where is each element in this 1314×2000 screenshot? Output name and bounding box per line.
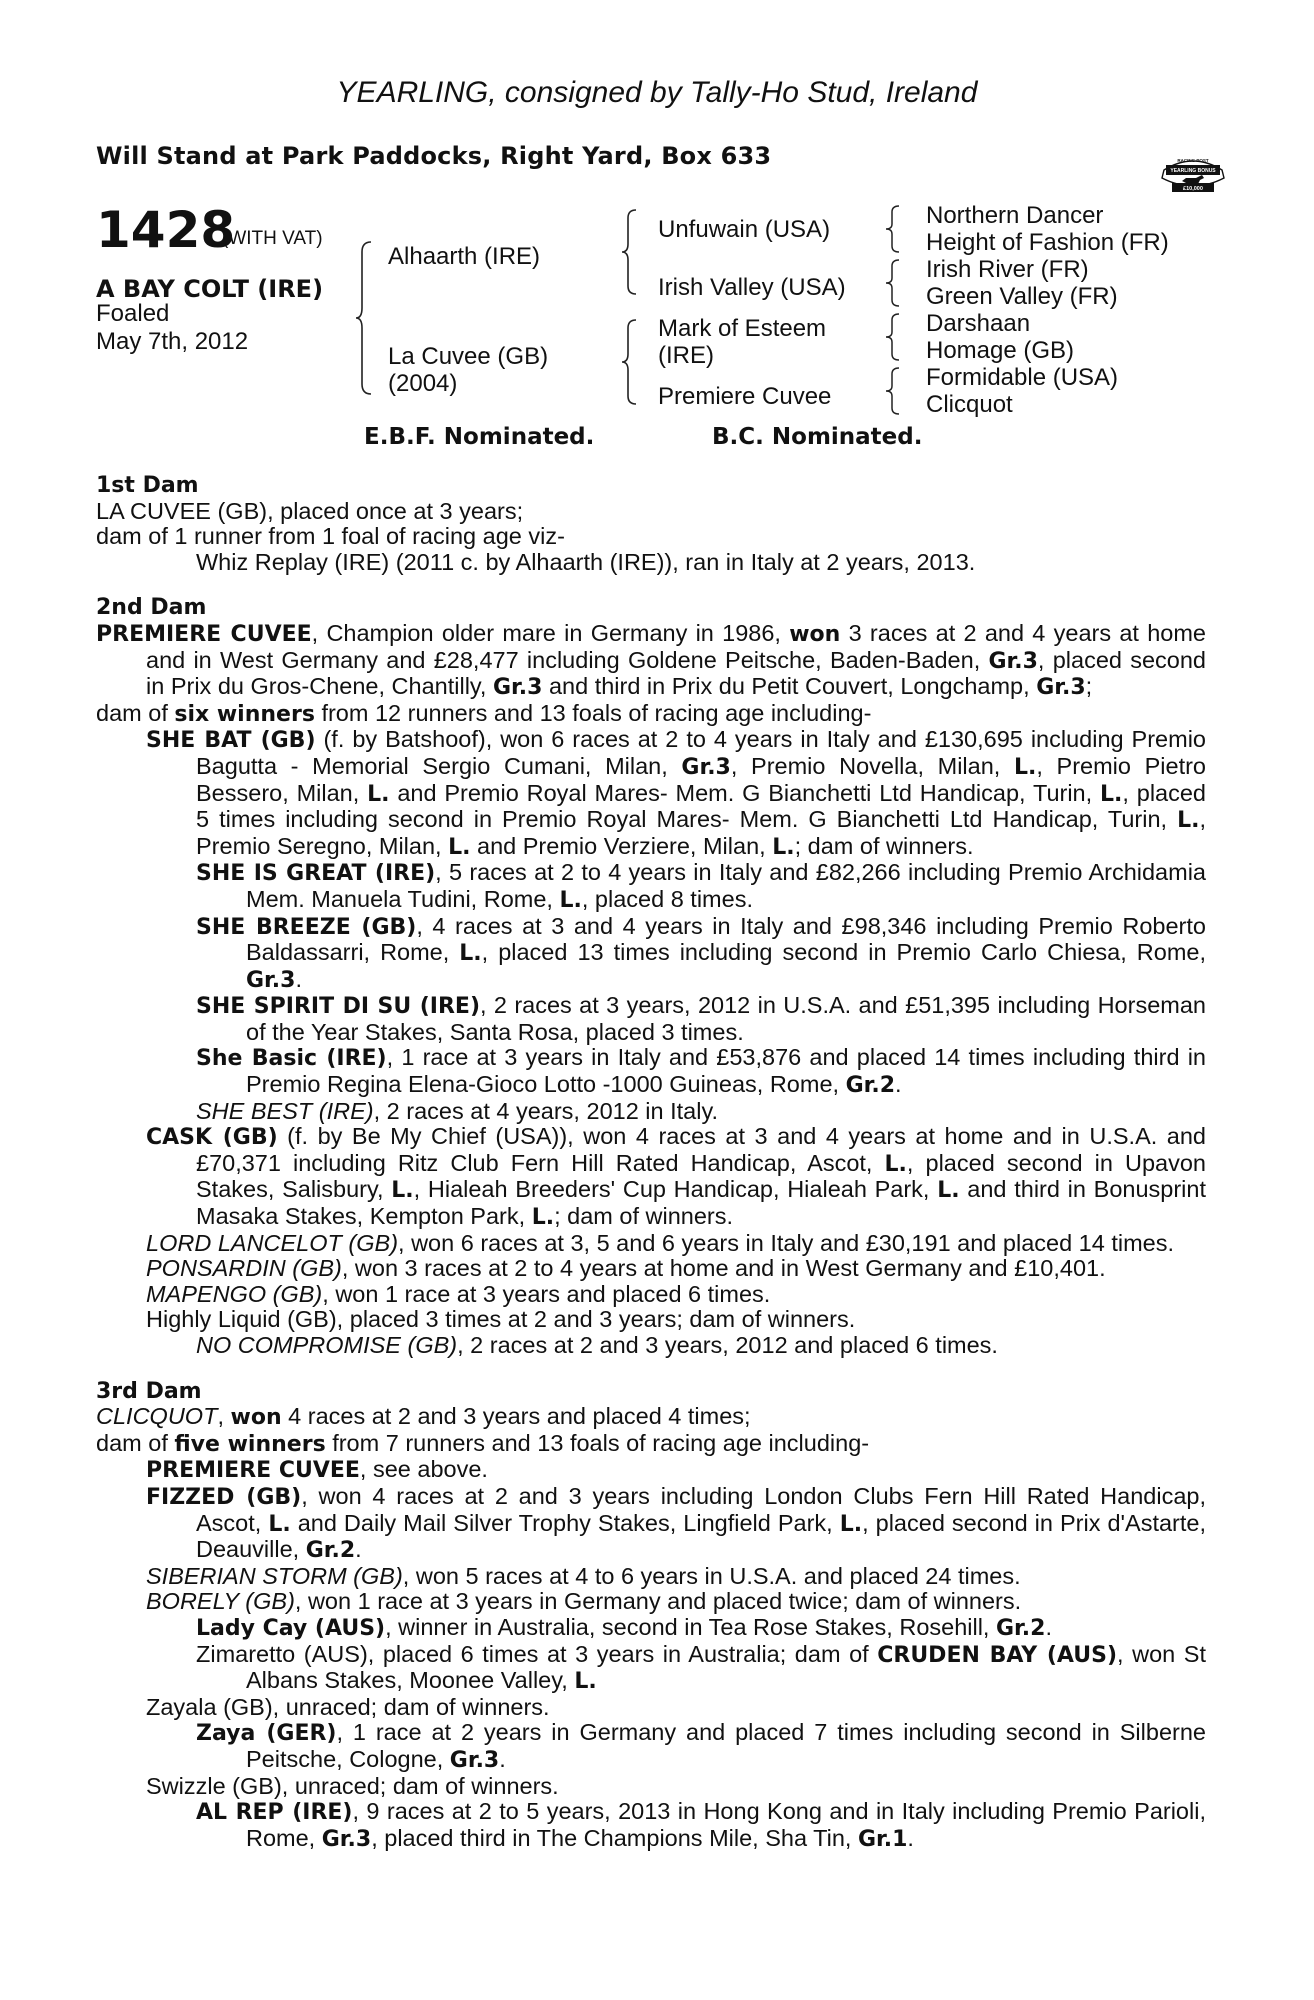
listed-label: L. [772,834,795,860]
listed-label: L. [937,1178,960,1204]
pedigree-dam-dam: Premiere Cuvee [658,383,832,410]
text: , placed second in Upavon Stakes, Salisbury, [196,1149,1206,1203]
text: 4 races at 2 and 3 years and placed 4 times; [281,1403,751,1430]
produce-zayala: Zayala (GB), unraced; dam of winners. [146,1693,550,1720]
horse-name: SHE BAT (GB) [146,728,316,754]
produce-zimaretto [96,1642,1206,1695]
pedigree-ssd: Height of Fashion (FR) [926,229,1169,256]
pedigree-dam-sire-line1: Mark of Esteem [658,315,827,342]
pedigree-sire: Alhaarth (IRE) [388,243,541,270]
text: , won 1 race at 3 years in Germany and placed twice; dam of winners. [294,1588,1022,1615]
winners-count: six winners [174,701,315,727]
pedigree-brace-ss [886,204,902,254]
text: Zimaretto (AUS), placed 6 times at 3 years in Australia; dam of [196,1640,878,1667]
listed-label: L. [884,1151,907,1177]
text: . [907,1824,914,1851]
text: and third in Prix du Petit Couvert, Longchamp, [542,673,1037,700]
first-dam-produce: Whiz Replay (IRE) (2011 c. by Alhaarth (IRE)), ran in Italy at 2 years, 2013. [196,548,976,575]
text: and Premio Royal Mares- Mem. G Bianchetti Ltd Handicap, Turin, [389,779,1100,806]
produce-she-bat [96,727,1206,860]
produce-no-compromise [96,1333,1206,1359]
produce-siberian-storm [96,1564,1206,1590]
pedigree-dss: Darshaan [926,310,1031,337]
produce-she-breeze [96,914,1206,994]
listed-label: L. [531,1205,555,1231]
grade-label: Gr.3 [681,754,731,780]
pedigree-brace-sd [886,258,902,308]
text: , placed 5 times including second in Premio Royal Mares- Mem. G Bianchetti Ltd Handicap, Turin, [196,779,1207,833]
pedigree-ddd: Clicquot [926,391,1013,418]
text: , [217,1403,231,1430]
text: , 5 races at 2 to 4 years in Italy and £82,266 including Premio Archidamia Mem. Manuela Tudini, Rome, [246,859,1206,912]
winners-count: five winners [174,1431,326,1457]
text: . [355,1536,362,1563]
pedigree-brace-dd [886,366,902,416]
text: , 4 races at 3 and 4 years in Italy and £98,346 including Premio Roberto Baldassarri, Rome, [246,912,1206,966]
pedigree-brace-gen1 [356,240,376,396]
text: . [895,1071,902,1098]
text: , placed second in Prix d'Astarte, Deauville, [196,1509,1206,1563]
text: , 2 races at 2 and 3 years, 2012 and placed 6 times. [457,1332,998,1358]
text: , won 5 races at 4 to 6 years in U.S.A. and placed 24 times. [402,1562,1021,1589]
horse-name: PREMIERE CUVEE [96,621,312,647]
badge-line-1: RACING POST [1177,158,1209,163]
yearling-bonus-badge [1158,150,1228,196]
pedigree-dds: Formidable (USA) [926,364,1119,391]
produce-fizzed [96,1484,1206,1564]
horse-name: SHE BEST (IRE) [196,1097,374,1124]
horse-name: Zaya (GER) [196,1721,337,1747]
text: , won 6 races at 3, 5 and 6 years in Italy and £30,191 and placed 14 times. [398,1229,1175,1256]
text: and Daily Mail Silver Trophy Stakes, Lingfield Park, [290,1509,840,1536]
produce-lady-cay [96,1615,1206,1642]
pedigree-brace-ds [886,312,902,362]
horse-name: MAPENGO (GB) [146,1280,323,1307]
text: , Premio Seregno, Milan, [196,806,1206,859]
text: , won 1 race at 3 years and placed 6 times. [322,1280,771,1307]
pedigree-dam-line2: (2004) [388,370,458,397]
pedigree-sire-sire: Unfuwain (USA) [658,216,831,243]
horse-name: SIBERIAN STORM (GB) [146,1562,403,1589]
horse-name: CASK (GB) [146,1125,278,1151]
stand-location: Will Stand at Park Paddocks, Right Yard, Box 633 [96,142,772,170]
horse-name: CRUDEN BAY (AUS) [877,1642,1118,1668]
horse-name: CLICQUOT [96,1403,218,1430]
listed-label: L. [268,1511,291,1537]
first-dam-heading: 1st Dam [96,473,199,498]
text: , Champion older mare in Germany in 1986, [311,619,790,646]
grade-label: Gr.3 [988,648,1038,674]
won-label: won [789,621,841,647]
first-dam-line1: LA CUVEE (GB), placed once at 3 years; [96,497,524,524]
listed-label: L. [574,1669,597,1695]
third-dam-heading: 3rd Dam [96,1378,202,1404]
listed-label: L. [367,781,390,807]
text: , won 3 races at 2 to 4 years at home and in West Germany and £10,401. [341,1255,1106,1282]
text: , see above. [359,1456,488,1483]
grade-label: Gr.1 [857,1826,908,1852]
foaled-label: Foaled [96,300,170,327]
horse-name: BORELY (GB) [146,1588,295,1615]
text: , Premio Novella, Milan, [730,752,1014,779]
text: , won 4 races at 2 and 3 years including London Clubs Fern Hill Rated Handicap, Ascot, [196,1482,1206,1536]
listed-label: L. [459,941,482,967]
grade-label: Gr.2 [305,1538,356,1564]
listed-label: L. [448,834,471,860]
horse-name: PONSARDIN (GB) [146,1255,342,1282]
text: . [1045,1613,1052,1640]
text: , placed 8 times. [581,885,753,912]
grade-label: Gr.2 [845,1073,896,1099]
text: , 9 races at 2 to 5 years, 2013 in Hong Kong and in Italy including Premio Parioli, Rome, [246,1798,1206,1851]
horse-name: NO COMPROMISE (GB) [196,1332,458,1358]
text: , placed second in Prix du Gros-Chene, Chantilly, [146,646,1206,700]
grade-label: Gr.3 [492,675,543,701]
horse-name: PREMIERE CUVEE [146,1458,360,1484]
text: , 2 races at 4 years, 2012 in Italy. [373,1097,719,1124]
horse-name: She Basic (IRE) [196,1046,387,1072]
horse-name: Lady Cay (AUS) [196,1615,386,1641]
pedigree-dsd: Homage (GB) [926,337,1075,364]
horse-name: SHE SPIRIT DI SU (IRE) [196,994,480,1020]
text: , placed third in The Champions Mile, Sha Tin, [371,1824,858,1851]
text: ; [1085,673,1093,700]
produce-zaya [96,1720,1206,1773]
pedigree-sdd: Green Valley (FR) [926,283,1118,310]
grade-label: Gr.3 [321,1826,372,1852]
lot-description: A BAY COLT (IRE) [96,275,324,303]
text: and Premio Verziere, Milan, [470,832,773,859]
second-dam-heading: 2nd Dam [96,595,207,621]
listed-label: L. [839,1511,863,1537]
pedigree-dam-line1: La Cuvee (GB) [388,343,549,370]
text: dam of [96,699,175,726]
horse-name: SHE IS GREAT (IRE) [196,861,436,887]
text: ; dam of winners. [554,1203,734,1230]
third-dam-entry [96,1404,1206,1431]
produce-borely [96,1589,1206,1615]
lot-number: 1428 [96,201,236,259]
produce-lord-lancelot [96,1231,1206,1257]
produce-ponsardin [96,1256,1206,1282]
pedigree-brace-sire [622,208,640,298]
horse-name: SHE BREEZE (GB) [196,914,417,940]
pedigree-sss: Northern Dancer [926,202,1104,229]
badge-line-3: £10,000 [1183,186,1203,192]
vat-note: (WITH VAT) [222,228,323,249]
text: from 7 runners and 13 foals of racing age including- [325,1429,870,1456]
pedigree-brace-dam [622,318,640,408]
catalogue-body [96,473,1206,1852]
won-label: won [230,1405,282,1431]
grade-label: Gr.3 [1036,675,1086,701]
listed-label: L. [1013,754,1037,780]
foaled-date: May 7th, 2012 [96,328,249,355]
third-dam-produce-summary [96,1431,1206,1458]
produce-cask [96,1124,1206,1230]
bc-nominated: B.C. Nominated. [712,424,923,450]
listed-label: L. [559,887,582,913]
page-title: YEARLING, consigned by Tally-Ho Stud, Ireland [336,76,978,109]
produce-swizzle: Swizzle (GB), unraced; dam of winners. [146,1772,559,1799]
first-dam-line2: dam of 1 runner from 1 foal of racing age viz- [96,523,565,550]
badge-line-2: YEARLING BONUS [1170,168,1216,174]
produce-she-basic [96,1045,1206,1098]
text: , won St Albans Stakes, Moonee Valley, [246,1640,1206,1694]
produce-she-is-great [96,860,1206,913]
text: ; dam of winners. [794,832,974,859]
text: from 12 runners and 13 foals of racing age including- [314,699,872,726]
horse-name: LORD LANCELOT (GB) [146,1229,399,1256]
pedigree-dam-sire-line2: (IRE) [658,342,714,369]
text: . [499,1745,506,1772]
text: and third in Bonusprint Masaka Stakes, Kempton Park, [196,1176,1207,1230]
pedigree-sire-dam: Irish Valley (USA) [658,274,846,301]
text: , Premio Pietro Bessero, Milan, [196,752,1206,806]
text: , placed 13 times including second in Premio Carlo Chiesa, Rome, [481,939,1206,966]
text: , 1 race at 2 years in Germany and placed 7 times including second in Silberne Peitsche, Cologne, [246,1719,1206,1772]
second-dam-entry [96,621,1206,701]
produce-al-rep [96,1799,1206,1852]
grade-label: Gr.3 [246,967,296,993]
produce-premiere-cuvee [96,1457,1206,1484]
listed-label: L. [1177,808,1200,834]
ebf-nominated: E.B.F. Nominated. [364,424,595,450]
text: , winner in Australia, second in Tea Rose Stakes, Rosehill, [385,1613,996,1640]
produce-mapengo [96,1282,1206,1308]
text: . [295,965,302,992]
grade-label: Gr.2 [996,1615,1046,1641]
text: , 1 race at 3 years in Italy and £53,876 and placed 14 times including third in Premio Regina Elena-Gioco Lotto -1000 Guineas, Rome, [246,1044,1206,1098]
text: , Hialeah Breeders' Cup Handicap, Hialeah Park, [413,1176,938,1203]
text: dam of [96,1429,175,1456]
pedigree-sds: Irish River (FR) [926,256,1089,283]
produce-highly-liquid: Highly Liquid (GB), placed 3 times at 2 and 3 years; dam of winners. [146,1306,856,1333]
horse-name: FIZZED (GB) [146,1484,302,1510]
text: (f. by Batshoof), won 6 races at 2 to 4 years in Italy and £130,695 including Premio Bagutta - Memorial Sergio Cumani, Milan, [196,726,1206,779]
produce-she-best [96,1099,1206,1125]
listed-label: L. [1100,781,1123,807]
produce-she-spirit-di-su [96,993,1206,1045]
text: (f. by Be My Chief (USA)), won 4 races at 3 and 4 years at home and in U.S.A. and £70,371 including Ritz Club Fern Hill Rated Handicap, Ascot, [196,1123,1206,1176]
text: , 2 races at 3 years, 2012 in U.S.A. and £51,395 including Horseman of the Year Stakes, Santa Rosa, placed 3 times. [246,992,1206,1045]
second-dam-produce-summary [96,701,1206,728]
listed-label: L. [391,1178,414,1204]
horse-name: AL REP (IRE) [196,1800,353,1826]
text: 3 races at 2 and 4 years at home and in West Germany and £28,477 including Goldene Peitsche, Baden-Baden, [146,619,1207,673]
grade-label: Gr.3 [449,1747,500,1773]
